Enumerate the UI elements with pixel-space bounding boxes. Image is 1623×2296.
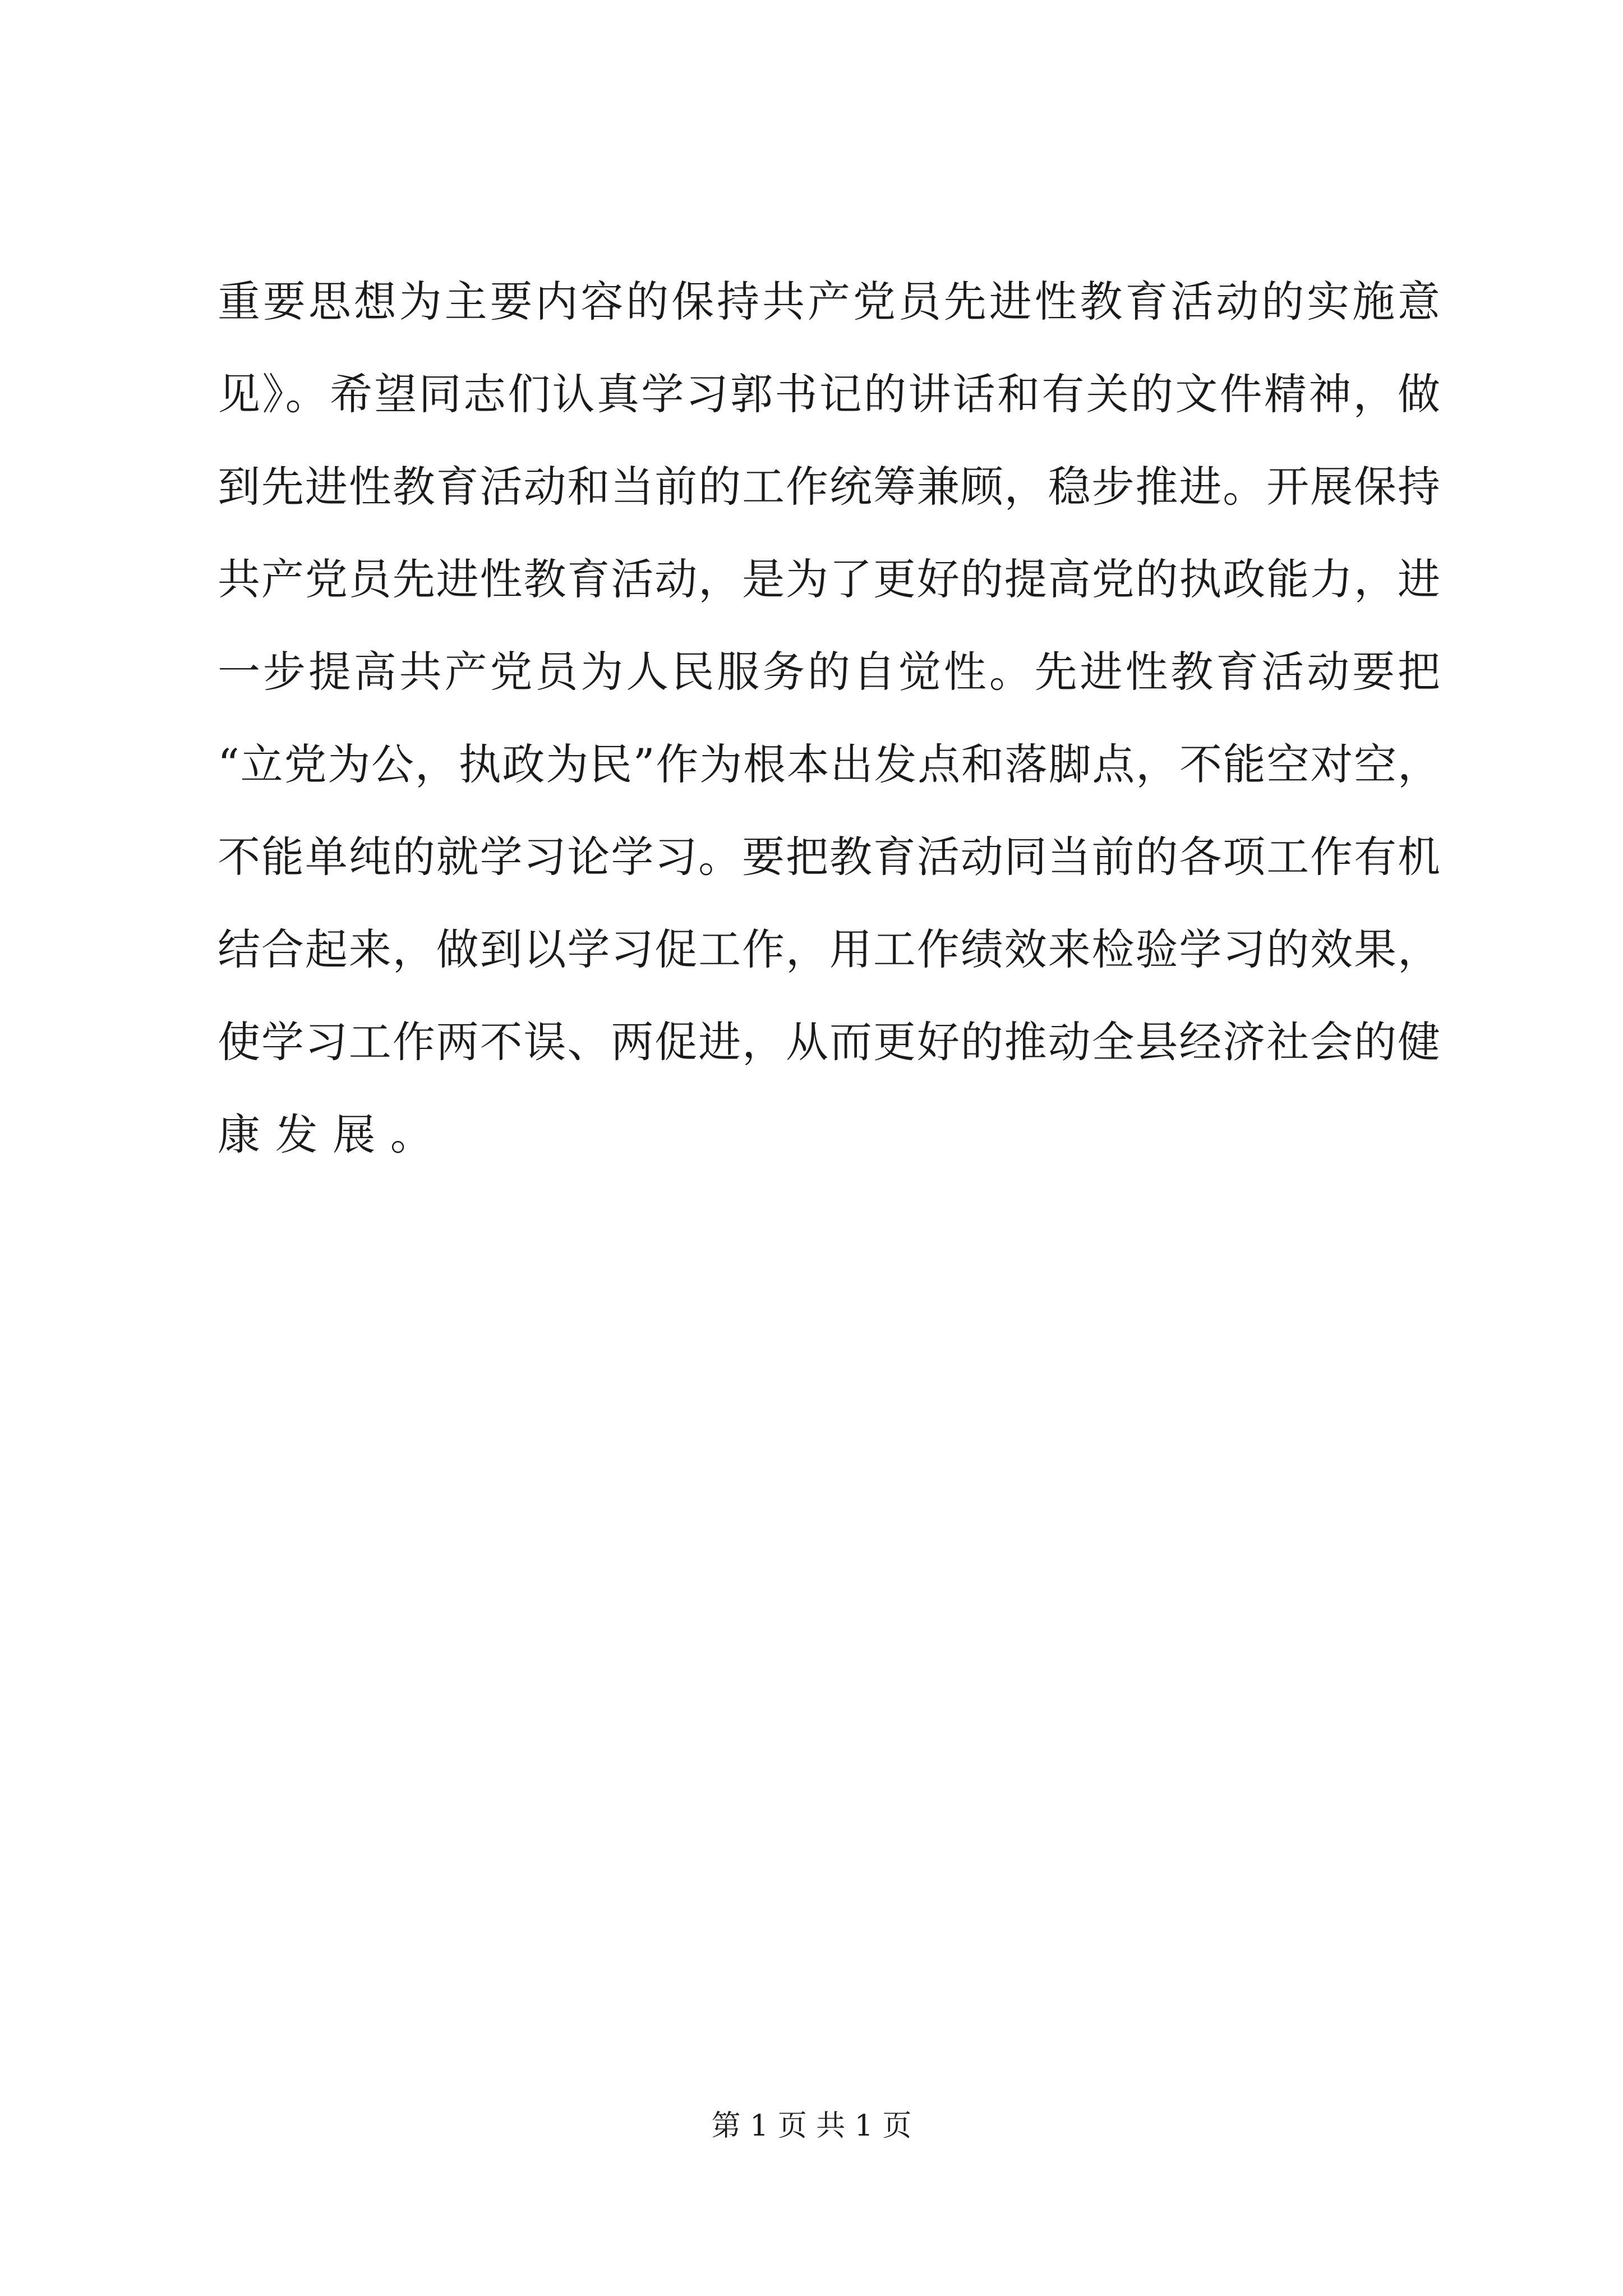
body-paragraph — [218, 255, 1440, 1181]
text-line: 不能单纯的就学习论学习。要把教育活动同当前的各项工作有机 — [218, 832, 1440, 882]
page-number-footer: 第 1 页 共 1 页 — [711, 2109, 912, 2143]
text-line: 结合起来，做到以学习促工作，用工作绩效来检验学习的效果， — [218, 924, 1440, 974]
text-line: 康发展。 — [218, 1110, 448, 1159]
text-line: 见》。希望同志们认真学习郭书记的讲话和有关的文件精神，做 — [218, 369, 1440, 419]
text-line: 重要思想为主要内容的保持共产党员先进性教育活动的实施意 — [218, 277, 1440, 326]
text-line: 共产党员先进性教育活动，是为了更好的提高党的执政能力，进 — [218, 554, 1440, 604]
text-line: 到先进性教育活动和当前的工作统筹兼顾，稳步推进。开展保持 — [218, 462, 1440, 512]
text-line: 使学习工作两不误、两促进，从而更好的推动全县经济社会的健 — [218, 1017, 1440, 1067]
text-line: “立党为公，执政为民”作为根本出发点和落脚点，不能空对空， — [218, 739, 1440, 789]
text-line: 一步提高共产党员为人民服务的自觉性。先进性教育活动要把 — [218, 647, 1440, 697]
